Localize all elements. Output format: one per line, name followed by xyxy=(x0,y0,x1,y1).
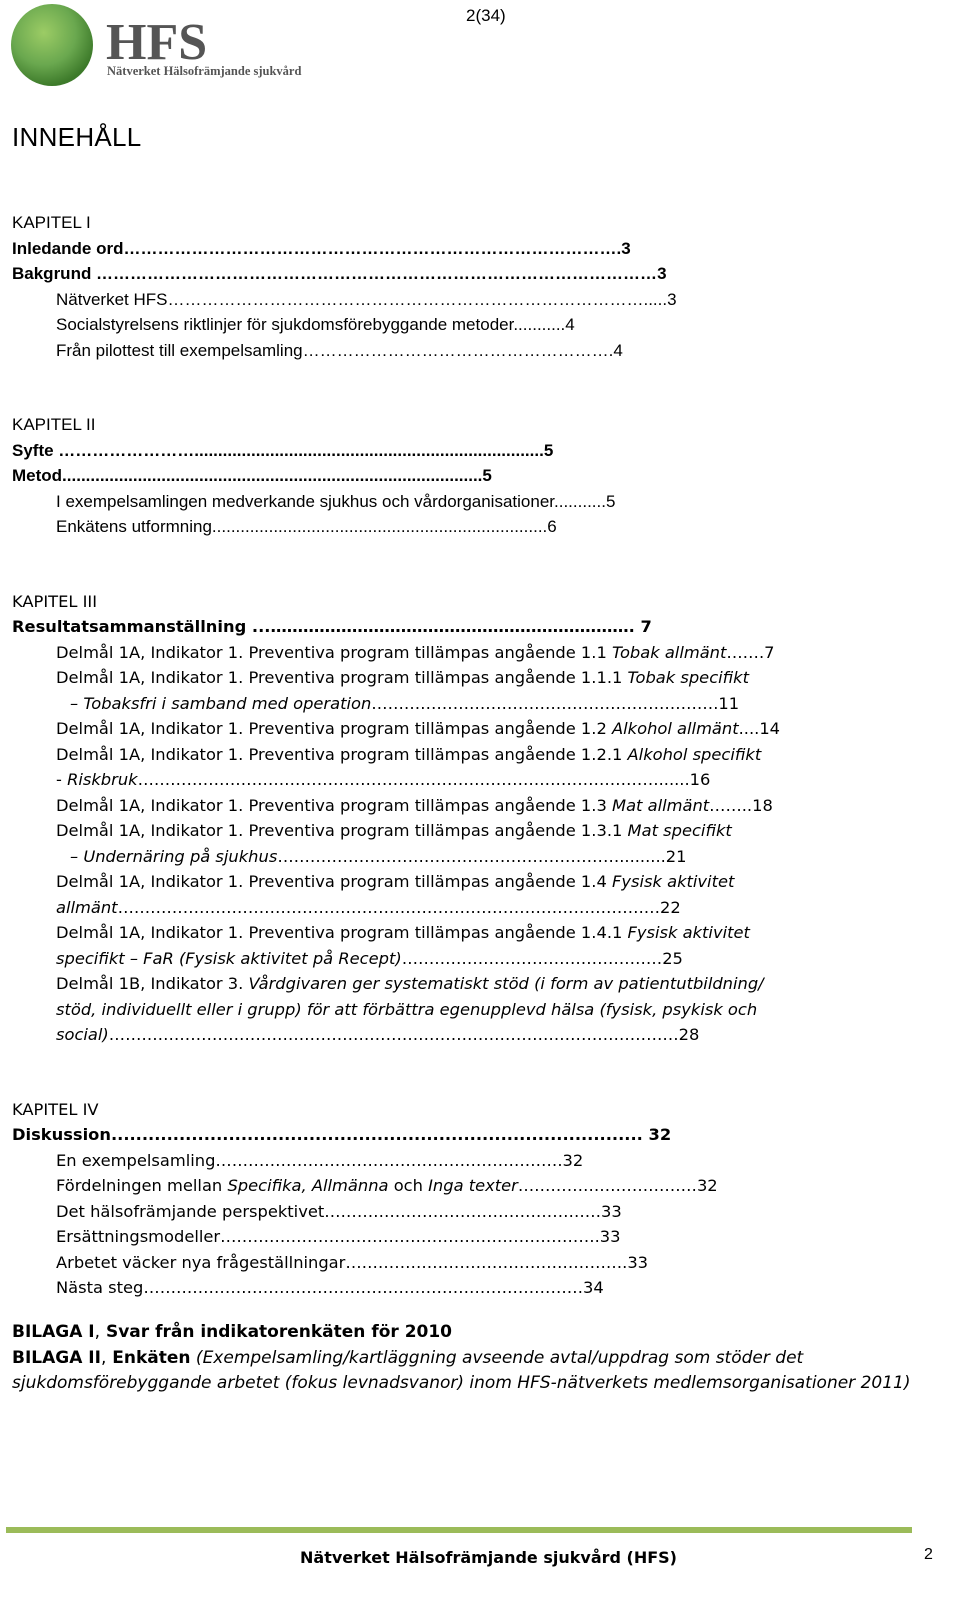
toc-entry-text: Syfte …………………….......................................................................... xyxy=(12,440,544,460)
entry-topic: Fysisk aktivitet xyxy=(627,923,750,942)
chapter-entries xyxy=(12,1148,912,1301)
toc-entry-line xyxy=(12,946,912,972)
toc-entry-line xyxy=(12,665,912,691)
toc-entry-line xyxy=(12,844,912,870)
chapter-1 xyxy=(12,210,912,363)
toc-entry[interactable] xyxy=(12,236,912,262)
entry-leader: ………………………………………………………. xyxy=(371,693,719,713)
toc-entry-line xyxy=(12,640,912,666)
toc-page-number: 3 xyxy=(621,238,631,258)
toc-page-number: 4 xyxy=(613,340,623,360)
entry-leader: …………………………… xyxy=(517,1176,697,1195)
entry-prefix: Ersättningsmodeller xyxy=(56,1227,221,1246)
toc-entry-text: Diskussion...................................................................................... xyxy=(12,1125,643,1144)
entry-topic: Alkohol allmänt xyxy=(612,719,739,738)
chapter-4 xyxy=(12,1097,912,1301)
toc-page-number: 34 xyxy=(583,1278,604,1297)
entry-leader: …………………………………………………………………………………….… xyxy=(117,897,661,917)
appendix-title: Svar från indikatorenkäten för 2010 xyxy=(100,1322,453,1342)
toc-entry[interactable] xyxy=(12,1173,912,1199)
logo-green-circle-icon xyxy=(11,4,93,86)
toc-page-number: 16 xyxy=(689,770,711,789)
entry-topic: stöd, individuellt eller i grupp) för att förbättra egenupplevd hälsa (fysisk, psykisk och xyxy=(56,999,758,1019)
footer-organization: Nätverket Hälsofrämjande sjukvård (HFS) xyxy=(300,1548,677,1567)
entry-prefix: Delmål 1A, Indikator 1. Preventiva program tillämpas angående 1.3 xyxy=(56,795,613,815)
toc-page-number: 33 xyxy=(627,1252,649,1272)
entry-topic: Riskbruk xyxy=(67,770,138,789)
toc-entry[interactable] xyxy=(12,261,912,287)
toc-entry[interactable] xyxy=(12,287,912,313)
toc-page-number: 32 xyxy=(562,1150,584,1170)
toc-entry-text: Bakgrund ……………………………………………………………………………………… xyxy=(12,264,658,283)
toc-page-number: 32 xyxy=(648,1125,672,1144)
entry-topic: Inga texter xyxy=(428,1176,518,1195)
entry-leader: ………………………………………………………. xyxy=(215,1150,563,1170)
chapter-label: KAPITEL II xyxy=(12,415,96,434)
entry-topic: specifikt – FaR (Fysisk aktivitet på Recept) xyxy=(56,948,402,968)
chapter-label: KAPITEL III xyxy=(12,591,98,611)
toc-entry-text: Resultatsammanställning ...…………………………………………………………. xyxy=(12,617,635,636)
appendix-description-cont: sjukdomsförebyggande arbetet (fokus levnadsvanor) inom HFS-nätverkets medlemsorganisationer 2011) xyxy=(12,1373,911,1393)
appendix-label: BILAGA II xyxy=(12,1347,101,1368)
toc-entry-line xyxy=(12,997,912,1023)
entry-prefix: - xyxy=(56,770,68,789)
appendix-description: (Exempelsamling/kartläggning avseende avtal/uppdrag som stöder det xyxy=(190,1347,804,1368)
toc-entry[interactable] xyxy=(12,665,912,716)
entry-prefix: Arbetet väcker nya frågeställningar xyxy=(56,1252,346,1272)
toc-entry[interactable] xyxy=(12,920,912,971)
appendix-list xyxy=(12,1320,912,1397)
entry-prefix: Delmål 1B, Indikator 3. xyxy=(56,974,249,993)
entry-prefix: Fördelningen mellan xyxy=(56,1176,228,1195)
chapter-entries xyxy=(12,236,912,364)
entry-prefix: Delmål 1A, Indikator 1. Preventiva program tillämpas angående 1.4 xyxy=(56,872,613,891)
toc-entry[interactable] xyxy=(12,1275,912,1301)
toc-page-number: 33 xyxy=(599,1227,621,1246)
toc-entry[interactable] xyxy=(12,818,912,869)
entry-topic: Mat allmänt xyxy=(612,795,710,815)
toc-entry[interactable] xyxy=(12,514,912,540)
footer-page-number: 2 xyxy=(924,1546,933,1563)
appendix-separator: , xyxy=(100,1347,107,1368)
toc-page-number: 7 xyxy=(640,617,652,636)
toc-entry[interactable] xyxy=(12,640,912,666)
toc-entry-line xyxy=(12,793,912,819)
toc-page-number: 3 xyxy=(657,264,667,283)
toc-page-number: 3 xyxy=(667,289,677,309)
toc-page-number: 5 xyxy=(543,440,554,460)
toc-entry[interactable] xyxy=(12,971,912,1048)
toc-page-number: 32 xyxy=(696,1176,718,1195)
toc-entry-text: Metod......................................................................................... xyxy=(12,466,483,485)
entry-leader: …………………………………………… xyxy=(324,1201,602,1221)
entry-leader: ………………………………………… xyxy=(401,948,663,968)
entry-leader: …………………………………………………………………………………………… xyxy=(108,1025,679,1044)
toc-entry-line xyxy=(12,1022,912,1048)
page-counter: 2(34) xyxy=(466,6,506,25)
toc-entry-line xyxy=(12,869,912,895)
entry-prefix: Delmål 1A, Indikator 1. Preventiva program tillämpas angående 1.1 xyxy=(56,642,613,662)
toc-entry[interactable] xyxy=(12,1199,912,1225)
entry-prefix: Delmål 1A, Indikator 1. Preventiva program tillämpas angående 1.3.1 xyxy=(56,821,628,840)
entry-prefix: Delmål 1A, Indikator 1. Preventiva program tillämpas angående 1.2 xyxy=(56,719,613,738)
table-of-contents xyxy=(12,210,912,1301)
toc-entry-line xyxy=(12,767,912,793)
toc-entry-line xyxy=(12,920,912,946)
toc-page-number: 7 xyxy=(764,642,775,662)
hfs-logo xyxy=(10,4,310,90)
entry-leader: ……………………………………………………………………… xyxy=(143,1278,583,1297)
appendix-title: Enkäten xyxy=(106,1347,191,1368)
toc-entry[interactable] xyxy=(12,489,912,515)
toc-entry-line xyxy=(12,895,912,921)
toc-page-number: 5 xyxy=(605,491,616,511)
entry-prefix: Delmål 1A, Indikator 1. Preventiva program tillämpas angående 1.2.1 xyxy=(56,744,628,764)
toc-entry-text: Inledande ord……………………………………………………………………………. xyxy=(12,238,622,258)
logo-wordmark: HFS xyxy=(106,14,208,71)
toc-entry[interactable] xyxy=(12,438,912,464)
entry-leader: ……………………………………………. xyxy=(345,1252,628,1272)
entry-topic: – Undernäring på sjukhus xyxy=(70,846,278,866)
entry-leader: .... xyxy=(738,719,760,738)
toc-page-number: 22 xyxy=(660,897,681,917)
toc-entry-line xyxy=(12,716,912,742)
entry-leader: ……. xyxy=(726,642,765,662)
entry-prefix: Delmål 1A, Indikator 1. Preventiva program tillämpas angående 1.1.1 xyxy=(56,668,628,687)
entry-topic: Mat specifikt xyxy=(627,821,732,840)
toc-entry-text: Nätverket HFS…………………………………………………………………………..... xyxy=(56,289,668,309)
entry-topic: Vårdgivaren ger systematiskt stöd (i form av patientutbildning/ xyxy=(248,974,764,993)
entry-leader: ……………………………………………………………. xyxy=(220,1227,600,1246)
chapter-entries xyxy=(12,438,912,540)
chapter-entries xyxy=(12,640,912,1048)
chapter-label: KAPITEL IV xyxy=(12,1099,99,1119)
toc-page-number: 25 xyxy=(662,948,683,968)
toc-entry-text: I exempelsamlingen medverkande sjukhus och vårdorganisationer........... xyxy=(56,491,606,511)
toc-entry[interactable] xyxy=(12,716,912,742)
appendix-2[interactable] xyxy=(12,1346,912,1397)
chapter-2 xyxy=(12,412,912,540)
entry-connector: och xyxy=(388,1176,429,1195)
toc-page-number: 21 xyxy=(665,846,687,866)
toc-entry[interactable] xyxy=(12,463,912,489)
toc-entry[interactable] xyxy=(12,312,912,338)
footer-divider xyxy=(6,1527,912,1533)
toc-entry-line xyxy=(12,818,912,844)
toc-page-number: 11 xyxy=(718,693,740,713)
toc-page-number: 18 xyxy=(752,795,773,815)
toc-page-number: 4 xyxy=(565,315,575,334)
entry-topic: social) xyxy=(56,1025,109,1044)
appendix-separator: , xyxy=(94,1322,101,1342)
toc-entry[interactable] xyxy=(12,614,912,640)
toc-entry-line xyxy=(12,742,912,768)
entry-leader: ………………………………………………………......... xyxy=(277,846,666,866)
entry-leader: ……………………………………………………………………………………...... xyxy=(137,770,690,789)
toc-page-number: 5 xyxy=(482,466,492,485)
toc-entry[interactable] xyxy=(12,1122,912,1148)
toc-entry[interactable] xyxy=(12,793,912,819)
toc-page-number: 33 xyxy=(601,1201,622,1221)
toc-entry[interactable] xyxy=(12,1250,912,1276)
toc-entry-text: Enkätens utformning....................................................................... xyxy=(56,517,548,536)
page-title: INNEHÅLL xyxy=(12,122,142,152)
appendix-label: BILAGA I xyxy=(12,1322,95,1342)
toc-page-number: 6 xyxy=(547,517,557,536)
entry-topic: – Tobaksfri i samband med operation xyxy=(70,693,372,713)
entry-prefix: En exempelsamling xyxy=(56,1150,216,1170)
entry-prefix: Det hälsofrämjande perspektivet xyxy=(56,1201,325,1221)
chapter-label: KAPITEL I xyxy=(12,213,91,232)
toc-page-number: 14 xyxy=(759,719,781,738)
toc-entry-line xyxy=(12,691,912,717)
entry-topic: Specifika, Allmänna xyxy=(227,1176,389,1195)
entry-topic: Tobak specifikt xyxy=(627,668,749,687)
chapter-3 xyxy=(12,589,912,1048)
logo-subtitle: Nätverket Hälsofrämjande sjukvård xyxy=(107,64,302,78)
toc-entry[interactable] xyxy=(12,742,912,793)
entry-topic: Tobak allmänt xyxy=(612,642,727,662)
toc-entry[interactable] xyxy=(12,1148,912,1174)
toc-entry-text: Socialstyrelsens riktlinjer för sjukdomsförebyggande metoder........... xyxy=(56,315,566,334)
toc-page-number: 28 xyxy=(678,1025,700,1044)
entry-leader: …….. xyxy=(709,795,753,815)
toc-entry-line xyxy=(12,971,912,997)
entry-topic: allmänt xyxy=(56,897,118,917)
toc-entry-text: Från pilottest till exempelsamling………………………………………………. xyxy=(56,340,614,360)
entry-topic: Fysisk aktivitet xyxy=(612,872,735,891)
toc-entry[interactable] xyxy=(12,869,912,920)
toc-entry[interactable] xyxy=(12,338,912,364)
appendix-1[interactable] xyxy=(12,1320,912,1346)
toc-entry[interactable] xyxy=(12,1224,912,1250)
entry-topic: Alkohol specifikt xyxy=(627,744,762,764)
entry-prefix: Delmål 1A, Indikator 1. Preventiva program tillämpas angående 1.4.1 xyxy=(56,923,628,942)
entry-prefix: Nästa steg xyxy=(56,1278,144,1297)
